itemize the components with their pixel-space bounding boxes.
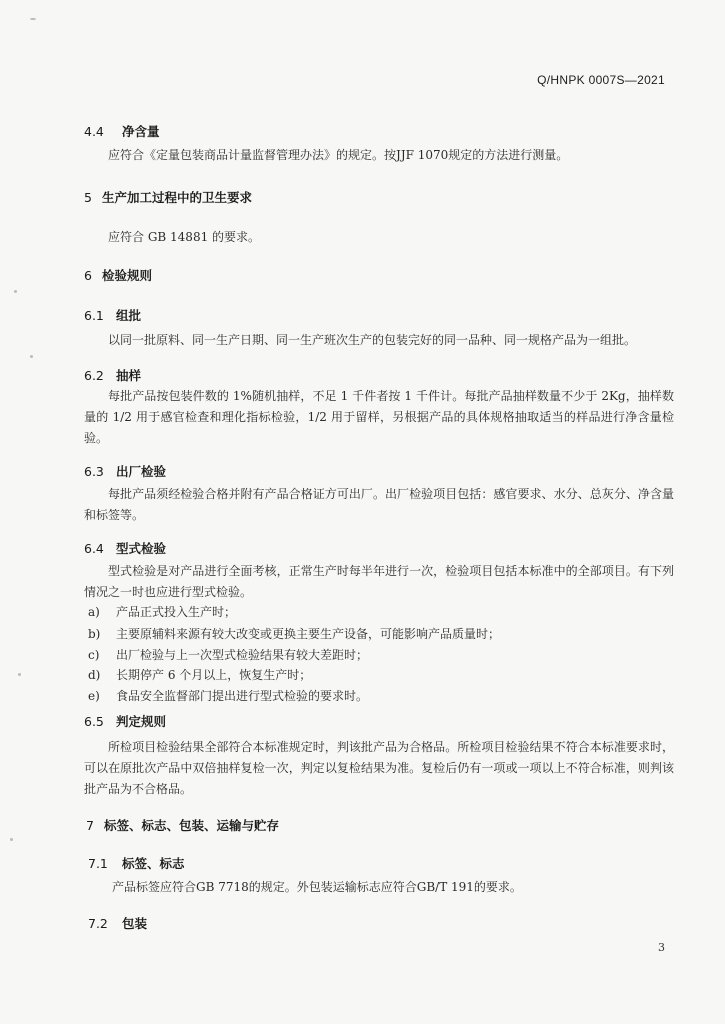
list-text: 出厂检验与上一次型式检验结果有较大差距时； bbox=[116, 648, 369, 662]
heading-7-1 bbox=[88, 854, 185, 872]
heading-7 bbox=[86, 816, 279, 834]
list-text: 长期停产 6 个月以上，恢复生产时； bbox=[116, 668, 312, 682]
paragraph-7-1: 产品标签应符合GB 7718的规定。外包装运输标志应符合GB/T 191的要求。 bbox=[112, 880, 522, 894]
list-marker: d) bbox=[88, 668, 101, 682]
section-title: 抽样 bbox=[116, 368, 142, 383]
heading-6 bbox=[84, 266, 152, 284]
list-item bbox=[88, 646, 368, 663]
scan-speck bbox=[30, 18, 36, 20]
heading-7-2 bbox=[88, 914, 147, 932]
section-title: 判定规则 bbox=[116, 714, 167, 729]
list-text: 主要原辅料来源有较大改变或更换主要生产设备，可能影响产品质量时； bbox=[116, 627, 501, 641]
list-item bbox=[88, 625, 500, 642]
section-number: 6.5 bbox=[84, 714, 104, 729]
section-title: 包装 bbox=[122, 916, 148, 931]
scan-speck bbox=[10, 838, 13, 841]
list-item bbox=[88, 603, 236, 620]
page-number: 3 bbox=[658, 941, 665, 954]
section-title: 生产加工过程中的卫生要求 bbox=[102, 190, 253, 205]
section-number: 6.4 bbox=[84, 541, 104, 556]
heading-6-1 bbox=[84, 306, 141, 324]
list-marker: b) bbox=[88, 627, 101, 641]
section-title: 净含量 bbox=[122, 124, 160, 139]
paragraph-5: 应符合 GB 14881 的要求。 bbox=[108, 230, 261, 244]
list-marker: c) bbox=[88, 648, 100, 662]
section-title: 组批 bbox=[116, 308, 142, 323]
paragraph-6-4: 型式检验是对产品进行全面考核，正常生产时每半年进行一次，检验项目包括本标准中的全部项目。有下列情况之一时也应进行型式检验。 bbox=[84, 564, 674, 599]
standard-code: Q/HNPK 0007S—2021 bbox=[537, 73, 665, 87]
heading-6-2 bbox=[84, 366, 141, 384]
list-text: 食品安全监督部门提出进行型式检验的要求时。 bbox=[116, 689, 369, 703]
scan-speck bbox=[30, 355, 33, 358]
heading-5 bbox=[84, 188, 252, 206]
section-number: 6.3 bbox=[84, 464, 104, 479]
section-title: 出厂检验 bbox=[116, 464, 167, 479]
section-number: 6.2 bbox=[84, 368, 104, 383]
section-title: 标签、标志 bbox=[122, 856, 185, 871]
section-number: 6.1 bbox=[84, 308, 104, 323]
scan-speck bbox=[18, 673, 21, 676]
section-title: 标签、标志、包装、运输与贮存 bbox=[104, 818, 280, 833]
section-number: 7.1 bbox=[88, 856, 108, 871]
paragraph-6-3: 每批产品须经检验合格并附有产品合格证方可出厂。出厂检验项目包括：感官要求、水分、总灰分、净含量和标签等。 bbox=[84, 487, 674, 522]
heading-6-5 bbox=[84, 712, 166, 730]
paragraph-6-2: 每批产品按包装件数的 1%随机抽样，不足 1 千件者按 1 千件计。每批产品抽样数量不少于 2Kg，抽样数量的 1/2 用于感官检查和理化指标检验，1/2 用于留样，另根据产品的具体规格抽取适当的样品进行净含量检验。 bbox=[84, 389, 674, 445]
section-number: 4.4 bbox=[84, 124, 104, 139]
heading-6-4 bbox=[84, 539, 166, 557]
heading-4-4 bbox=[84, 122, 160, 140]
heading-6-3 bbox=[84, 462, 166, 480]
list-item bbox=[88, 666, 311, 683]
scan-speck bbox=[14, 290, 17, 293]
section-title: 型式检验 bbox=[116, 541, 167, 556]
section-number: 7.2 bbox=[88, 916, 108, 931]
paragraph-6-1: 以同一批原料、同一生产日期、同一生产班次生产的包装完好的同一品种、同一规格产品为一组批。 bbox=[108, 333, 637, 347]
list-marker: e) bbox=[88, 689, 100, 703]
section-title: 检验规则 bbox=[102, 268, 153, 283]
section-number: 5 bbox=[84, 190, 92, 205]
list-text: 产品正式投入生产时； bbox=[116, 605, 237, 619]
section-number: 6 bbox=[84, 268, 92, 283]
list-item bbox=[88, 687, 368, 704]
paragraph-4-4: 应符合《定量包装商品计量监督管理办法》的规定。按JJF 1070规定的方法进行测量。 bbox=[108, 148, 569, 162]
list-marker: a) bbox=[88, 605, 100, 619]
section-number: 7 bbox=[86, 818, 94, 833]
paragraph-6-5: 所检项目检验结果全部符合本标准规定时，判该批产品为合格品。所检项目检验结果不符合本标准要求时，可以在原批次产品中双倍抽样复检一次，判定以复检结果为准。复检后仍有一项或一项以上不符合标准，则判该批产品为不合格品。 bbox=[84, 740, 674, 796]
